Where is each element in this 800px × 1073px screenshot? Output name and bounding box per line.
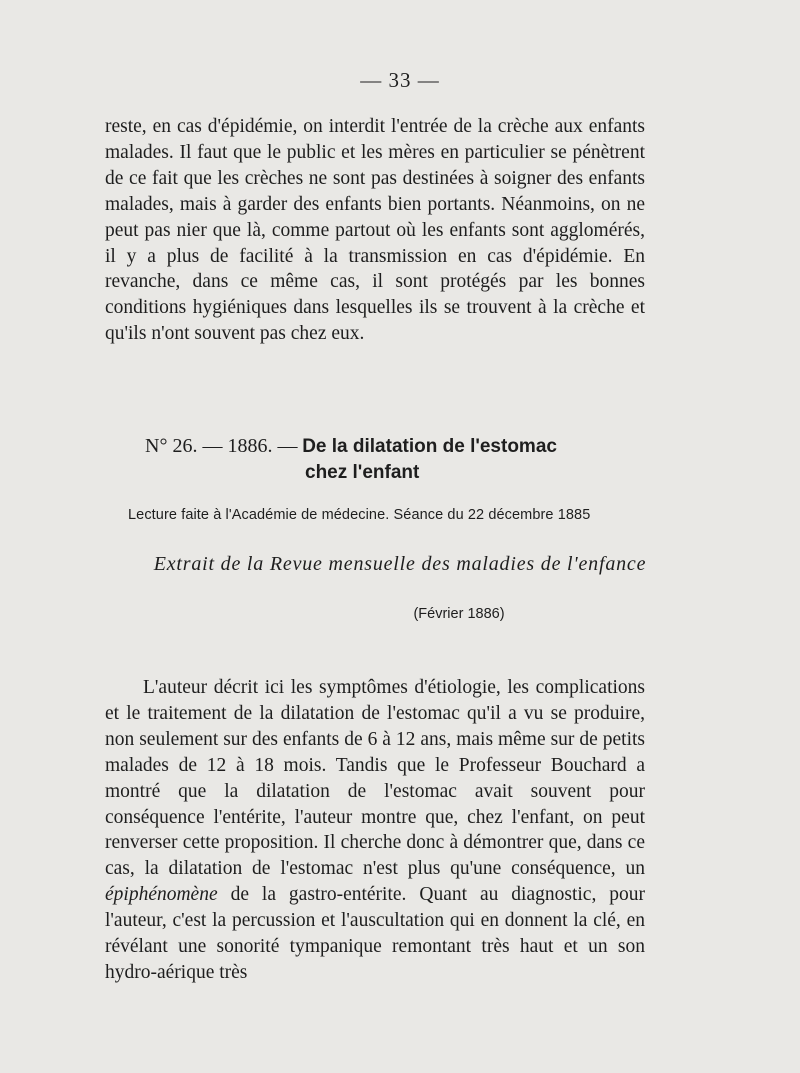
page-number: — 33 — bbox=[360, 68, 440, 92]
section-heading bbox=[145, 433, 615, 486]
section-title-line2: chez l'enfant bbox=[305, 462, 420, 483]
lecture-note: Lecture faite à l'Académie de médecine. Séance du 22 décembre 1885 bbox=[128, 507, 591, 523]
top-paragraph: reste, en cas d'épidémie, on interdit l'entrée de la crèche aux enfants malades. Il faut que le public et les mères en particulier se pénètrent de ce fait que les crèches ne sont pas destinées à soigner des enfants malades, mais à garder des enfants bien portants. Néanmoins, on ne peut pas nier que là, comme partout où les enfants sont agglomérés, il y a plus de facilité à la transmission en cas d'épidémie. En revanche, dans ce même cas, il sont protégés par les bonnes conditions hygiéniques dans lesquelles ils se trouvent à la crèche et qu'ils n'ont souvent pas chez eux. bbox=[105, 116, 645, 345]
body-italic-term: épiphénomène bbox=[105, 884, 218, 906]
body-text-part2: de la gastro-entérite. Quant au diagnostic, pour l'auteur, c'est la percussion et l'auscultation qui en donnent la clé, en révélant une sonorité tympanique remontant très haut et un son hydro-aérique très bbox=[105, 884, 646, 983]
section-title-line1: De la dilatation de l'estomac bbox=[302, 436, 557, 457]
section-number: N° 26. — 1886. — bbox=[145, 435, 298, 457]
publication-date: (Février 1886) bbox=[413, 606, 505, 622]
body-text-part1: L'auteur décrit ici les symptômes d'étiologie, les complications et le traitement de la dilatation de l'estomac qu'il a vu se produire, non seulement sur des enfants de 6 à 12 ans, mais même sur de petits malades de 12 à 18 mois. Tandis que le Professeur Bouchard a montré que la dilatation de l'estomac avait souvent pour conséquence l'entérite, l'auteur montre que, chez l'enfant, on peut renverser cette proposition. Il cherche donc à démontrer que, dans ce cas, la dilatation de l'estomac n'est plus qu'une conséquence, un bbox=[105, 677, 645, 880]
extract-source: Extrait de la Revue mensuelle des maladies de l'enfance bbox=[153, 553, 647, 575]
body-paragraph bbox=[105, 675, 645, 986]
